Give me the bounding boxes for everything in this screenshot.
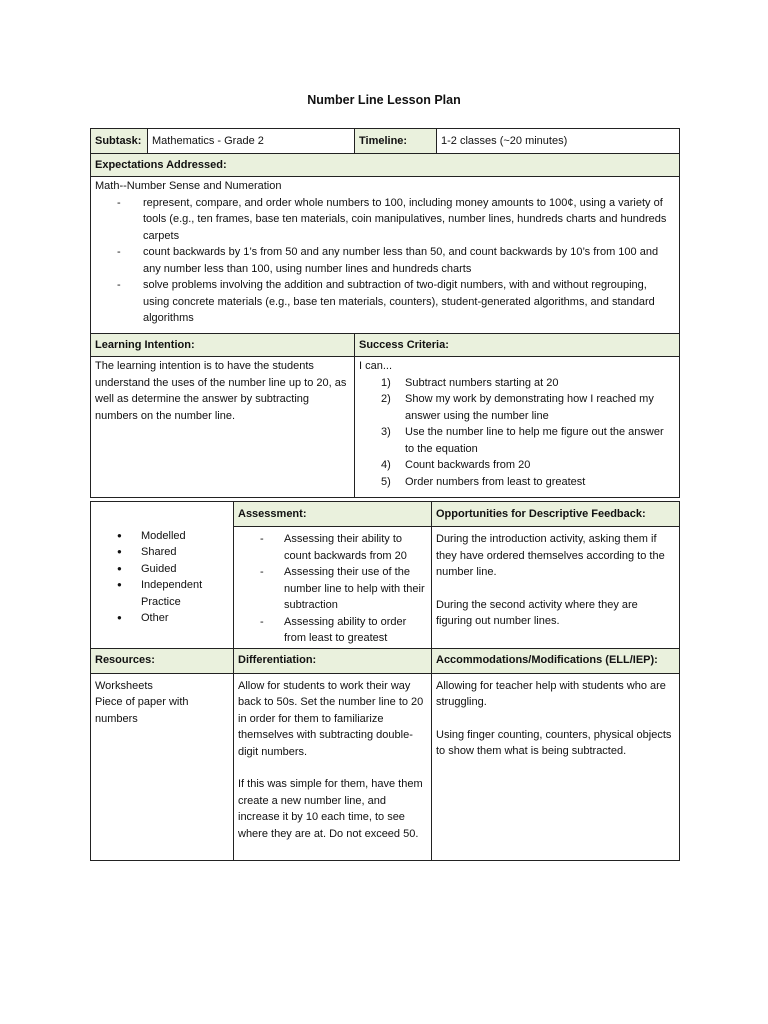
- feedback-cell: [432, 527, 680, 649]
- feedback-paragraph: During the second activity where they are figuring out number lines.: [436, 598, 638, 627]
- success-criteria-label: Success Criteria:: [355, 334, 680, 357]
- subtask-label: Subtask:: [91, 129, 148, 154]
- accommodations-label: Accommodations/Modifications (ELL/IEP):: [432, 648, 680, 673]
- accommodations-cell: [432, 673, 680, 860]
- resource-line: Worksheets: [95, 679, 153, 692]
- expectation-item: - solve problems involving the addition and subtraction of two-digit numbers, with and without regrouping, using concrete materials (e.g., base ten materials, counters), student-generated algorithms, and standard algorithms: [95, 277, 675, 327]
- top-table: [90, 128, 680, 498]
- mode-item: ● Other: [95, 610, 229, 627]
- accommodations-paragraph: Allowing for teacher help with students who are struggling.: [436, 679, 666, 708]
- success-criteria-cell: [355, 357, 680, 498]
- assessment-label: Assessment:: [234, 502, 432, 527]
- expectations-list: [95, 195, 675, 327]
- criteria-item: 1) Subtract numbers starting at 20: [381, 376, 559, 389]
- learning-intention-text: The learning intention is to have the students understand the uses of the number line up to 20, as well as determine the answer by subtracting numbers on the number line.: [91, 357, 355, 498]
- assessment-item: - Assessing ability to order from least to greatest: [238, 614, 427, 647]
- differentiation-cell: [234, 673, 432, 860]
- assessment-cell: [234, 527, 432, 649]
- accommodations-paragraph: Using finger counting, counters, physical objects to show them what is being subtracted.: [436, 728, 672, 757]
- criteria-item: 2) Show my work by demonstrating how I reached my answer using the number line: [381, 393, 654, 422]
- expectation-item: - represent, compare, and order whole numbers to 100, including money amounts to 100¢, using a variety of tools (e.g., ten frames, base ten materials, coin manipulatives, number lines, hundreds charts and hundreds carpets: [95, 195, 675, 245]
- mode-item: ● Guided: [95, 561, 229, 578]
- differentiation-paragraph: Allow for students to work their way back to 50s. Set the number line to 20 in order for them to familiarize themselves with subtracting double-digit numbers.: [238, 679, 424, 758]
- expectations-cell: [91, 177, 680, 334]
- page-title: Number Line Lesson Plan: [307, 93, 461, 107]
- assessment-list: [238, 531, 427, 647]
- modes-cell: [91, 502, 234, 649]
- success-criteria-list: [359, 375, 675, 491]
- modes-list: [95, 528, 229, 627]
- mode-item: ● Shared: [95, 544, 229, 561]
- timeline-label: Timeline:: [355, 129, 437, 154]
- expectations-strand: Math--Number Sense and Numeration: [95, 180, 282, 192]
- differentiation-label: Differentiation:: [234, 648, 432, 673]
- resources-cell: [91, 673, 234, 860]
- bottom-table: [90, 501, 680, 861]
- expectation-item: - count backwards by 1’s from 50 and any number less than 50, and count backwards by 10’s from 100 and any number less than 100, using number lines and hundreds charts: [95, 244, 675, 277]
- feedback-label: Opportunities for Descriptive Feedback:: [432, 502, 680, 527]
- assessment-item: - Assessing their ability to count backwards from 20: [238, 531, 427, 564]
- mode-item: ● Independent Practice: [95, 577, 229, 610]
- criteria-item: 3) Use the number line to help me figure out the answer to the equation: [381, 426, 664, 455]
- success-criteria-intro: I can...: [359, 360, 393, 372]
- feedback-paragraph: During the introduction activity, asking them if they have ordered themselves according to the number line.: [436, 533, 665, 578]
- mode-item: ● Modelled: [95, 528, 229, 545]
- differentiation-paragraph: If this was simple for them, have them create a new number line, and increase it by 10 each time, to see where they are at. Do not exceed 50.: [238, 778, 423, 840]
- expectations-label: Expectations Addressed:: [91, 154, 680, 177]
- assessment-item: - Assessing their use of the number line to help with their subtraction: [238, 564, 427, 614]
- timeline-value: 1-2 classes (~20 minutes): [437, 129, 680, 154]
- subtask-value: Mathematics - Grade 2: [148, 129, 355, 154]
- learning-intention-label: Learning Intention:: [91, 334, 355, 357]
- criteria-item: 5) Order numbers from least to greatest: [381, 475, 586, 488]
- resources-label: Resources:: [91, 648, 234, 673]
- criteria-item: 4) Count backwards from 20: [381, 459, 531, 471]
- resource-line: Piece of paper with numbers: [95, 696, 189, 725]
